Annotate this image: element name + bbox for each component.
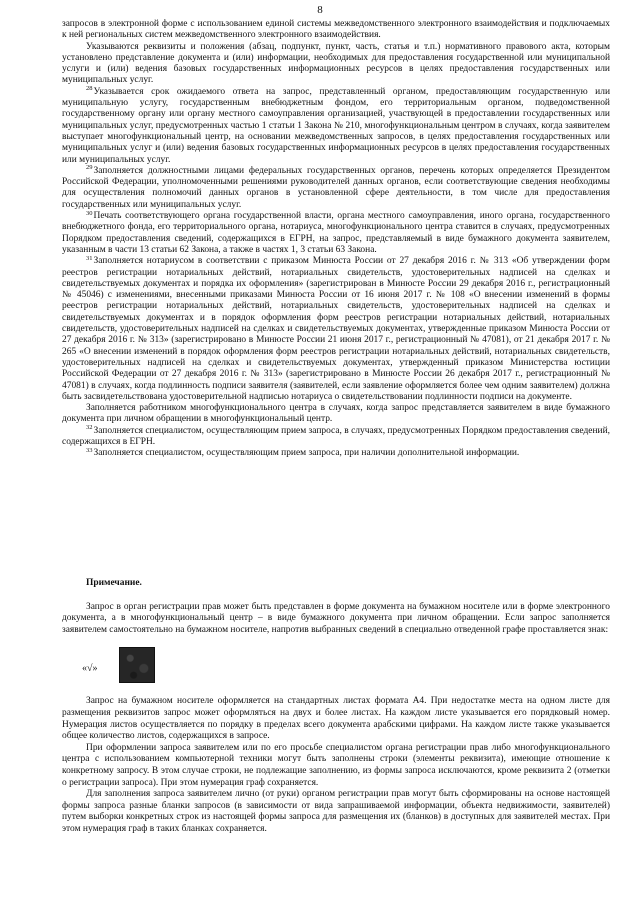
paragraph-text: Указываются реквизиты и положения (абзац, подпункт, пункт, часть, статья и т.п.) нормативного правового акта, которым установлено представление документа и (или) информации, необходимых для предоставления государственной или муниципальной услуги и (или) ведения базовых государственных информационных ресурсов в целях предоставления государственных или муниципальных услуг. xyxy=(62,41,610,86)
footnote-number: 30 xyxy=(86,209,93,217)
note-section xyxy=(62,578,610,836)
footnote-30 xyxy=(62,211,610,256)
footnote-number: 32 xyxy=(86,424,93,432)
note-paragraph: Для заполнения запроса заявителем лично (от руки) органом регистрации прав могут быть сформированы на основе настоящей формы запроса разные бланки запросов (в зависимости от вида запрашиваемой информации, объекта недвижимости, заявителей) путем выборки конкретных строк из настоящей формы запроса для размещения их (бланков) в доступных для заявителей местах. При этом нумерация граф в таких бланках сохраняется. xyxy=(62,789,610,834)
paragraph xyxy=(62,403,610,426)
footnote-31 xyxy=(62,256,610,403)
paragraph xyxy=(62,19,610,42)
note-title: Примечание. xyxy=(86,578,142,588)
footnote-number: 29 xyxy=(86,164,93,172)
note-paragraph: При оформлении запроса заявителем или по его просьбе специалистом органа регистрации прав либо многофункционального центра с использованием компьютерной техники могут быть заполнены строки (элементы реквизита), имеющие отношение к конкретному запросу. В этом случае строки, не подлежащие заполнению, из формы запроса исключаются, кроме реквизита 2 (отметки о регистрации запроса). При этом нумерация граф сохраняется. xyxy=(62,742,610,788)
footnote-text: Заполняется специалистом, осуществляющим прием запроса, в случаях, предусмотренных Порядком предоставления сведений, содержащихся в ЕГРН. xyxy=(62,425,610,447)
paragraph xyxy=(62,42,610,87)
checkmark-label: «√» xyxy=(82,663,98,675)
footnote-number: 28 xyxy=(86,85,93,93)
page-number: 8 xyxy=(317,4,323,16)
qr-code-image xyxy=(119,647,155,683)
footnote-29 xyxy=(62,166,610,211)
footnote-number: 31 xyxy=(86,254,93,262)
footnote-number: 33 xyxy=(86,446,93,454)
paragraph-text: Заполняется работником многофункционального центра в случаях, когда запрос представляется заявителем в виде бумажного документа при личном обращении в многофункциональный центр. xyxy=(62,403,610,425)
footnote-text: Заполняется нотариусом в соответствии с приказом Минюста России от 27 декабря 2016 г. № 313 «Об утверждении форм реестров регистрации нотариальных действий, нотариальных свидетельств, удостоверительных надписей на сделках и свидетельствуемых документах и порядка их оформления» (зарегистрирован в Минюсте России 29 декабря 2016 г., регистрационный № 45046) с изменениями, внесенными приказами Минюста России от 16 июня 2017 г. № 108 «О внесении изменений в формы реестров регистрации нотариальных действий, нотариальных свидетельств, удостоверительных надписей на сделках и свидетельствуемых документах и в порядок оформления форм реестров регистрации нотариальных действий, нотариальных свидетельств, удостоверительных надписей на сделках и свидетельствуемых документах, утвержденные приказом Минюста России от 27 декабря 2016 г. № 313» (зарегистрировано в Минюсте России 21 июня 2017 г., регистрационный № 47081), от 21 декабря 2017 г. № 265 «О внесении изменений в порядок оформления форм реестров регистрации нотариальных действий, нотариальных свидетельств, удостоверительных надписей на сделках и свидетельствуемых документах, утвержденный приказом Министерства юстиции Российской Федерации от 27 декабря 2016 г. № 313» (зарегистрировано в Минюсте России 26 декабря 2017 г., регистрационный № 47081) в случаях, когда подлинность подписи заявителя (заявителей, если заявление оформляется более чем одним заявителем) должна быть засвидетельствована удостоверительной надписью нотариуса о свидетельствовании подлинности подписи на документе. xyxy=(62,256,610,402)
footnote-28 xyxy=(62,87,610,166)
footnote-33 xyxy=(62,448,610,459)
footnote-32 xyxy=(62,426,610,449)
footnote-text: Заполняется специалистом, осуществляющим прием запроса, при наличии дополнительной информации. xyxy=(93,448,520,459)
footnote-text: Печать соответствующего органа государственной власти, органа местного самоуправления, иного органа, государственного внебюджетного фонда, его территориального органа, нотариуса, многофункционального центра ставится в случаях, предусмотренных Порядком предоставления сведений, содержащихся в ЕГРН, на запрос, представляемый в виде бумажного документа заявителем, указанным в части 13 статьи 62 Закона, а также в частях 1, 3 статьи 63 Закона. xyxy=(62,211,610,255)
footnote-text: Заполняется должностными лицами федеральных государственных органов, перечень которых определяется Президентом Российской Федерации, уполномоченными решениями руководителей данных органов, если соответствующие сведения необходимы для осуществления полномочий данных органов в установленной сфере деятельности, в том числе для предоставления государственных или муниципальных услуг. xyxy=(62,165,610,210)
paragraph-text: запросов в электронной форме с использованием единой системы межведомственного электронного взаимодействия и подключаемых к ней региональных систем межведомственного электронного взаимодействия. xyxy=(62,19,610,41)
footnotes-block xyxy=(62,19,610,460)
note-paragraph: Запрос на бумажном носителе оформляется на стандартных листах формата А4. При недостатке места на одном листе для размещения реквизитов запрос может оформляться на двух и более листах. На каждом листе указывается его порядковый номер. Нумерация листов осуществляется по порядку в пределах всего документа арабскими цифрами. На каждом листе также указывается общее количество листов, содержащихся в запросе. xyxy=(62,696,610,742)
footnote-text: Указывается срок ожидаемого ответа на запрос, представленный органом, предоставляющим государственную или муниципальную услугу, государственным внебюджетным фондом, его территориальным органом, подведомственной государственному органу или органу местного самоуправления организацией, участвующей в предоставлении государственных или муниципальных услуг, предусмотренных частью 1 статьи 1 Закона № 210, многофункциональным центром в случаях, когда заявителем выступает многофункциональный центр, на основании межведомственных запросов, в целях предоставления государственных или муниципальных услуг и (или) ведения базовых государственных информационных ресурсов в целях предоставления государственных или муниципальных услуг. xyxy=(62,86,610,165)
checkmark-sample xyxy=(62,643,610,691)
note-intro: Запрос в орган регистрации прав может быть представлен в форме документа на бумажном носителе или в форме электронного документа, а в многофункциональный центр – в виде бумажного документа при личном обращении. Если запрос заполняется заявителем самостоятельно на бумажном носителе, напротив выбранных сведений в специально отведенной графе проставляется знак: xyxy=(62,601,610,635)
